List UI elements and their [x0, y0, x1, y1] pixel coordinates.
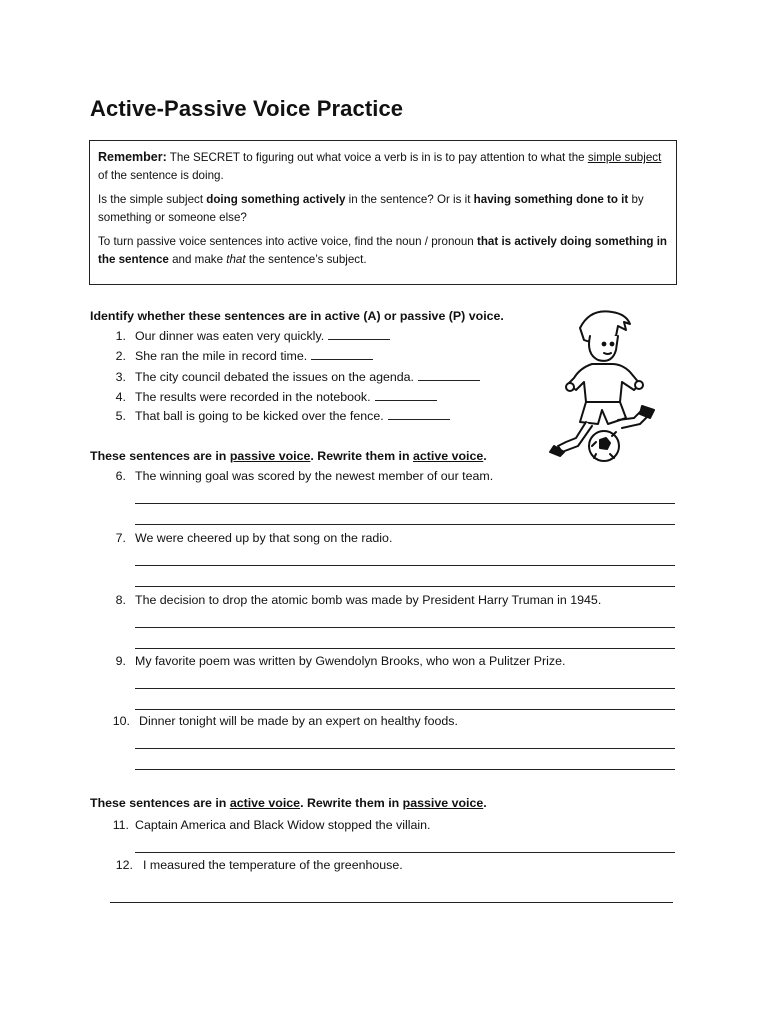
item-number: 10. [112, 714, 130, 728]
heading-underlined: passive voice [229, 449, 311, 463]
answer-line[interactable] [135, 748, 675, 749]
answer-line[interactable] [135, 769, 675, 770]
question-9: My favorite poem was written by Gwendolyn Brooks, who won a Pulitzer Prize. [135, 654, 566, 668]
heading-text: These sentences are in [90, 796, 230, 810]
answer-blank[interactable] [375, 390, 437, 401]
item-number: 2. [115, 349, 126, 363]
remember-bold: doing something actively [206, 193, 346, 206]
question-3 [135, 370, 480, 384]
question-text: She ran the mile in record time. [135, 349, 308, 363]
question-8: The decision to drop the atomic bomb was made by President Harry Truman in 1945. [135, 593, 602, 607]
question-11: Captain America and Black Widow stopped the villain. [135, 818, 431, 832]
item-number: 5. [115, 409, 126, 423]
question-2 [135, 349, 373, 363]
section-1-heading: Identify whether these sentences are in active (A) or passive (P) voice. [90, 309, 504, 323]
soccer-player-illustration [540, 306, 680, 466]
remember-text: and make [168, 253, 227, 266]
answer-line[interactable] [135, 688, 675, 689]
remember-text: The SECRET to figuring out what voice a verb is in is to pay attention to what the [166, 151, 588, 164]
question-7: We were cheered up by that song on the radio. [135, 531, 393, 545]
heading-text: These sentences are in [90, 449, 230, 463]
question-12: I measured the temperature of the greenhouse. [143, 858, 403, 872]
heading-underlined: passive voice [402, 796, 484, 810]
remember-bold: that is actively doing something in the sentence [98, 235, 668, 266]
remember-italic: that [226, 253, 246, 266]
item-number: 11. [112, 818, 129, 832]
answer-blank[interactable] [388, 409, 450, 420]
question-text: That ball is going to be kicked over the fence. [135, 409, 384, 423]
remember-paragraph-1 [98, 148, 668, 185]
answer-blank[interactable] [328, 329, 390, 340]
question-text: Our dinner was eaten very quickly. [135, 329, 325, 343]
question-4 [135, 390, 437, 404]
remember-text: To turn passive voice sentences into active voice, find the noun / pronoun [98, 235, 477, 248]
answer-blank[interactable] [311, 349, 373, 360]
heading-text: . Rewrite them in [300, 796, 403, 810]
remember-text: the sentence’s subject. [245, 253, 367, 266]
item-number: 7. [115, 531, 126, 545]
remember-label: Remember: [98, 150, 167, 164]
remember-text: Is the simple subject [98, 193, 207, 206]
heading-text: . [483, 796, 487, 810]
answer-line[interactable] [135, 565, 675, 566]
question-5 [135, 409, 450, 423]
answer-blank[interactable] [418, 370, 480, 381]
question-6: The winning goal was scored by the newest member of our team. [135, 469, 494, 483]
answer-line[interactable] [135, 627, 675, 628]
heading-underlined: active voice [229, 796, 301, 810]
heading-text: . Rewrite them in [310, 449, 413, 463]
remember-paragraph-3 [98, 233, 668, 269]
remember-box [89, 140, 677, 285]
section-3-heading [90, 796, 487, 810]
remember-paragraph-2 [98, 191, 668, 227]
question-text: The results were recorded in the notebook. [135, 390, 371, 404]
item-number: 8. [115, 593, 126, 607]
item-number: 6. [115, 469, 126, 483]
heading-underlined: active voice [413, 449, 484, 463]
remember-text: by something or someone else? [98, 193, 644, 224]
remember-underlined: simple subject [587, 151, 662, 164]
answer-line[interactable] [110, 902, 673, 903]
answer-line[interactable] [135, 586, 675, 587]
question-1 [135, 329, 390, 343]
item-number: 12. [115, 858, 133, 872]
section-2-heading [90, 449, 487, 463]
page-title: Active-Passive Voice Practice [90, 96, 404, 121]
item-number: 4. [115, 390, 126, 404]
answer-line[interactable] [135, 709, 675, 710]
remember-text: in the sentence? Or is it [345, 193, 474, 206]
item-number: 3. [115, 370, 126, 384]
answer-line[interactable] [135, 648, 675, 649]
remember-bold: having something done to it [473, 193, 629, 206]
remember-text: of the sentence is doing. [98, 169, 224, 182]
item-number: 9. [115, 654, 126, 668]
question-text: The city council debated the issues on the agenda. [135, 370, 414, 384]
answer-line[interactable] [135, 524, 675, 525]
item-number: 1. [115, 329, 126, 343]
answer-line[interactable] [135, 503, 675, 504]
heading-text: . [483, 449, 487, 463]
answer-line[interactable] [135, 852, 675, 853]
question-10: Dinner tonight will be made by an expert on healthy foods. [139, 714, 458, 728]
